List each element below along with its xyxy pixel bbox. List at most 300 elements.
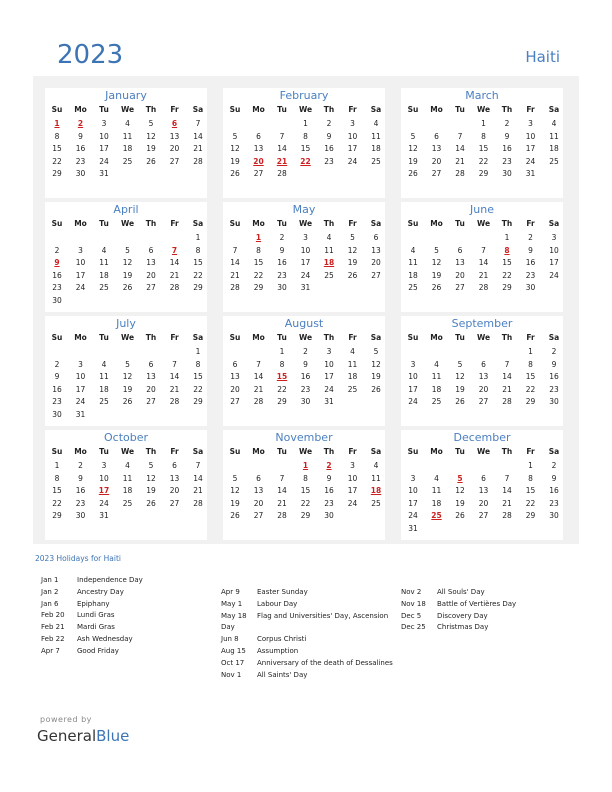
month-march <box>401 88 563 198</box>
day-cell: 7 <box>279 131 285 141</box>
day-cell: 4 <box>350 347 355 356</box>
day-cell: 12 <box>146 131 156 141</box>
day-cell: 5 <box>350 233 355 242</box>
day-cell: 28 <box>193 156 203 166</box>
holiday-date: Nov 2 <box>401 588 422 596</box>
day-cell: 17 <box>300 258 311 267</box>
day-cell: 14 <box>277 144 287 153</box>
day-cell: 8 <box>256 245 261 255</box>
weekday-header: Fr <box>170 105 179 114</box>
day-cell: 12 <box>230 144 240 153</box>
day-cell: 22 <box>525 384 536 394</box>
day-cell: 19 <box>455 498 465 508</box>
day-cell: 24 <box>75 397 86 406</box>
day-cell: 3 <box>101 461 107 470</box>
weekday-header: We <box>120 333 135 342</box>
day-cell: 2 <box>279 233 285 242</box>
weekday-header: We <box>120 105 135 114</box>
weekday-header: Mo <box>430 333 443 342</box>
weekday-header: Tu <box>277 105 287 114</box>
day-cell: 20 <box>169 144 180 153</box>
day-cell: 4 <box>434 359 439 369</box>
month-title: August <box>284 317 324 330</box>
day-cell: 4 <box>101 359 107 369</box>
holiday-row <box>221 658 401 668</box>
day-cell: 13 <box>478 372 489 381</box>
day-cell: 5 <box>148 119 154 128</box>
weekday-header: Su <box>51 447 63 456</box>
day-cell: 3 <box>410 359 416 369</box>
day-cell: 30 <box>502 169 512 178</box>
weekday-header: Th <box>323 333 335 342</box>
day-cell: 20 <box>146 384 156 394</box>
day-cell: 30 <box>324 511 334 520</box>
holiday-row <box>221 634 401 644</box>
day-cell: 24 <box>99 498 109 508</box>
day-cell: 22 <box>525 498 536 508</box>
day-cell: 18 <box>549 144 559 153</box>
month-july <box>45 316 207 426</box>
month-january <box>45 88 207 198</box>
day-cell: 1 <box>303 119 308 128</box>
day-cell: 29 <box>253 283 264 292</box>
day-cell: 6 <box>256 473 261 483</box>
day-cell: 27 <box>455 283 465 292</box>
day-cell: 28 <box>193 498 203 508</box>
day-cell: 2 <box>54 359 60 369</box>
holiday-day-cell: 20 <box>253 156 264 166</box>
day-cell: 27 <box>146 397 156 406</box>
holiday-row <box>221 599 401 609</box>
brand-general: General <box>37 727 97 745</box>
day-cell: 3 <box>326 347 332 356</box>
weekday-header: Su <box>229 105 241 114</box>
day-cell: 28 <box>478 283 489 292</box>
holiday-row <box>41 622 221 632</box>
day-cell: 14 <box>169 258 180 267</box>
day-cell: 10 <box>408 486 418 495</box>
day-cell: 28 <box>277 511 287 520</box>
day-cell: 16 <box>324 144 334 153</box>
day-cell: 9 <box>54 372 60 381</box>
weekday-header: Mo <box>74 105 87 114</box>
day-cell: 19 <box>371 372 381 381</box>
weekday-header: Su <box>51 219 63 228</box>
day-cell: 11 <box>122 473 133 483</box>
day-cell: 22 <box>502 270 512 280</box>
day-cell: 22 <box>52 156 62 166</box>
month-title: October <box>103 431 149 444</box>
day-cell: 31 <box>99 169 109 178</box>
day-cell: 10 <box>99 473 109 483</box>
day-cell: 16 <box>300 372 311 381</box>
day-cell: 29 <box>525 511 536 520</box>
day-cell: 14 <box>169 372 180 381</box>
day-cell: 24 <box>408 397 418 406</box>
day-cell: 13 <box>253 486 264 495</box>
holiday-date: Aug 15 <box>221 647 246 655</box>
day-cell: 2 <box>504 119 510 128</box>
day-cell: 18 <box>347 372 358 381</box>
weekday-header: Th <box>145 105 157 114</box>
day-cell: 3 <box>410 473 416 483</box>
day-cell: 15 <box>502 258 512 267</box>
day-cell: 12 <box>122 258 133 267</box>
day-cell: 29 <box>525 397 536 406</box>
day-cell: 11 <box>549 131 559 141</box>
day-cell: 22 <box>253 270 264 280</box>
weekday-header: We <box>298 219 313 228</box>
day-cell: 5 <box>232 473 238 483</box>
holiday-date: Dec 5 <box>401 611 422 620</box>
day-cell: 4 <box>373 461 379 470</box>
day-cell: 7 <box>256 359 261 369</box>
day-cell: 4 <box>410 245 416 255</box>
holiday-row <box>41 575 221 585</box>
day-cell: 5 <box>148 461 154 470</box>
day-cell: 15 <box>193 258 203 267</box>
holiday-name: Lundi Gras <box>77 611 115 620</box>
day-cell: 4 <box>101 245 107 255</box>
holiday-row <box>41 587 221 597</box>
day-cell: 24 <box>408 511 418 520</box>
month-august <box>223 316 385 426</box>
day-cell: 25 <box>549 156 559 166</box>
brand-logo <box>37 727 129 745</box>
day-cell: 24 <box>324 384 334 394</box>
weekday-header: Mo <box>252 105 265 114</box>
day-cell: 26 <box>371 384 381 394</box>
day-cell: 27 <box>478 397 489 406</box>
day-cell: 30 <box>277 283 287 292</box>
day-cell: 13 <box>455 258 465 267</box>
day-cell: 29 <box>52 511 62 520</box>
day-cell: 19 <box>347 258 358 267</box>
day-cell: 8 <box>54 473 60 483</box>
day-cell: 17 <box>324 372 334 381</box>
holiday-name: Easter Sunday <box>257 588 308 596</box>
weekday-header: Th <box>501 333 513 342</box>
day-cell: 14 <box>230 258 240 267</box>
holiday-date: Feb 20 <box>41 611 65 620</box>
day-cell: 9 <box>326 473 332 483</box>
day-cell: 3 <box>78 359 83 369</box>
day-cell: 12 <box>455 372 465 381</box>
day-cell: 23 <box>525 270 536 280</box>
day-cell: 26 <box>347 270 358 280</box>
day-cell: 20 <box>431 156 442 166</box>
day-cell: 4 <box>434 473 439 483</box>
day-cell: 19 <box>431 270 442 280</box>
day-cell: 23 <box>549 498 559 508</box>
holiday-name: All Souls' Day <box>437 588 485 596</box>
weekday-header: Sa <box>548 333 560 342</box>
weekday-header: Sa <box>370 447 382 456</box>
holiday-day-cell: 6 <box>171 119 178 128</box>
day-cell: 7 <box>481 245 486 255</box>
day-cell: 25 <box>347 384 358 394</box>
weekday-header: Sa <box>548 105 560 114</box>
day-cell: 11 <box>431 372 442 381</box>
holiday-day-cell: 1 <box>255 233 262 242</box>
holiday-name: Labour Day <box>257 599 298 608</box>
day-cell: 20 <box>478 498 489 508</box>
holiday-name: Epiphany <box>77 599 110 608</box>
day-cell: 14 <box>253 372 264 381</box>
weekday-header: We <box>476 447 491 456</box>
day-cell: 15 <box>478 144 489 153</box>
day-cell: 20 <box>253 498 264 508</box>
holiday-date: May 1 <box>221 599 243 608</box>
holiday-day-cell: 25 <box>431 511 442 520</box>
weekday-header: We <box>298 333 313 342</box>
day-cell: 13 <box>371 245 381 255</box>
day-cell: 18 <box>122 144 133 153</box>
day-cell: 3 <box>101 119 107 128</box>
day-cell: 9 <box>279 245 285 255</box>
weekday-header: We <box>476 333 491 342</box>
day-cell: 19 <box>230 156 240 166</box>
day-cell: 21 <box>502 384 512 394</box>
day-cell: 25 <box>408 283 418 292</box>
day-cell: 15 <box>525 372 536 381</box>
day-cell: 9 <box>326 131 332 141</box>
brand-blue: Blue <box>96 727 130 745</box>
day-cell: 23 <box>277 270 287 280</box>
weekday-header: Th <box>145 219 157 228</box>
day-cell: 30 <box>300 397 311 406</box>
day-cell: 18 <box>99 384 109 394</box>
day-cell: 23 <box>75 498 86 508</box>
day-cell: 12 <box>455 486 465 495</box>
day-cell: 23 <box>324 156 334 166</box>
day-cell: 11 <box>408 258 418 267</box>
weekday-header: Fr <box>526 333 535 342</box>
day-cell: 7 <box>232 245 238 255</box>
day-cell: 21 <box>478 270 489 280</box>
day-cell: 20 <box>169 486 180 495</box>
day-cell: 10 <box>549 245 559 255</box>
day-cell: 25 <box>431 397 442 406</box>
holiday-name: Ash Wednesday <box>77 635 133 643</box>
month-may <box>223 202 385 312</box>
day-cell: 5 <box>125 359 130 369</box>
day-cell: 16 <box>324 486 334 495</box>
day-cell: 6 <box>232 359 238 369</box>
day-cell: 13 <box>146 372 156 381</box>
day-cell: 11 <box>99 372 109 381</box>
day-cell: 31 <box>99 511 109 520</box>
weekday-header: Tu <box>99 105 109 114</box>
day-cell: 3 <box>78 245 83 255</box>
weekday-header: Sa <box>370 219 382 228</box>
holiday-date: Feb 21 <box>41 623 65 632</box>
day-cell: 23 <box>75 156 86 166</box>
day-cell: 6 <box>148 245 154 255</box>
day-cell: 12 <box>408 144 418 153</box>
day-cell: 24 <box>300 270 311 280</box>
day-cell: 9 <box>551 473 557 483</box>
month-title: June <box>470 203 494 216</box>
day-cell: 8 <box>279 359 285 369</box>
day-cell: 6 <box>434 131 439 141</box>
day-cell: 9 <box>303 359 308 369</box>
weekday-header: Fr <box>526 219 535 228</box>
weekday-header: Mo <box>74 219 87 228</box>
day-cell: 8 <box>528 473 533 483</box>
day-cell: 26 <box>408 169 418 178</box>
weekday-header: Tu <box>277 333 287 342</box>
weekday-header: Su <box>229 219 241 228</box>
day-cell: 26 <box>146 498 156 508</box>
day-cell: 11 <box>99 258 109 267</box>
day-cell: 16 <box>277 258 287 267</box>
day-cell: 27 <box>253 169 264 178</box>
day-cell: 30 <box>75 169 86 178</box>
day-cell: 17 <box>347 486 358 495</box>
day-cell: 5 <box>410 131 416 141</box>
day-cell: 19 <box>455 384 465 394</box>
day-cell: 25 <box>371 156 381 166</box>
day-cell: 29 <box>300 511 311 520</box>
day-cell: 29 <box>193 397 203 406</box>
day-cell: 7 <box>279 473 285 483</box>
day-cell: 6 <box>481 359 486 369</box>
weekday-header: Tu <box>99 219 109 228</box>
day-cell: 21 <box>455 156 465 166</box>
day-cell: 10 <box>347 473 358 483</box>
day-cell: 30 <box>549 511 559 520</box>
day-cell: 5 <box>373 347 379 356</box>
weekday-header: Th <box>323 105 335 114</box>
day-cell: 18 <box>431 384 442 394</box>
weekday-header: Tu <box>277 219 287 228</box>
day-cell: 5 <box>457 359 463 369</box>
day-cell: 22 <box>193 384 203 394</box>
weekday-header: Mo <box>74 333 87 342</box>
day-cell: 26 <box>230 169 240 178</box>
holiday-row <box>221 587 401 597</box>
holiday-day-cell: 1 <box>54 119 60 128</box>
weekday-header: Th <box>323 447 335 456</box>
holiday-day-cell: 7 <box>171 245 178 255</box>
day-cell: 3 <box>551 233 557 242</box>
weekday-header: Fr <box>348 219 357 228</box>
month-title: September <box>451 317 513 330</box>
day-cell: 10 <box>347 131 358 141</box>
day-cell: 24 <box>347 156 358 166</box>
day-cell: 28 <box>169 397 180 406</box>
day-cell: 17 <box>525 144 536 153</box>
day-cell: 1 <box>195 233 201 242</box>
day-cell: 21 <box>193 486 203 495</box>
weekday-header: Su <box>407 447 419 456</box>
day-cell: 8 <box>195 359 201 369</box>
day-cell: 7 <box>195 119 201 128</box>
day-cell: 24 <box>75 283 86 292</box>
day-cell: 27 <box>169 498 180 508</box>
day-cell: 2 <box>78 461 83 470</box>
holiday-name: Assumption <box>257 647 299 655</box>
weekday-header: Mo <box>252 333 265 342</box>
day-cell: 6 <box>148 359 154 369</box>
day-cell: 17 <box>75 384 86 394</box>
day-cell: 31 <box>300 283 311 292</box>
day-cell: 16 <box>549 486 559 495</box>
weekday-header: Fr <box>526 105 535 114</box>
holiday-date: Nov 18 <box>401 599 426 608</box>
day-cell: 18 <box>408 270 418 280</box>
day-cell: 16 <box>52 384 62 394</box>
day-cell: 23 <box>300 384 311 394</box>
day-cell: 6 <box>373 233 379 242</box>
day-cell: 11 <box>371 473 381 483</box>
day-cell: 14 <box>502 486 512 495</box>
holiday-date: Jun 8 <box>221 635 239 644</box>
day-cell: 19 <box>230 498 240 508</box>
weekday-header: Tu <box>277 447 287 456</box>
day-cell: 14 <box>193 131 203 141</box>
day-cell: 8 <box>195 245 201 255</box>
day-cell: 18 <box>431 498 442 508</box>
day-cell: 23 <box>52 397 62 406</box>
holiday-day-cell: 22 <box>300 156 311 166</box>
day-cell: 1 <box>54 461 60 470</box>
holiday-date: Jan 1 <box>41 576 59 584</box>
weekday-header: Fr <box>526 447 535 456</box>
holiday-name: Battle of Vertières Day <box>437 599 517 608</box>
day-cell: 15 <box>525 486 536 495</box>
holiday-day-cell: 18 <box>370 486 382 495</box>
weekday-header: Sa <box>548 447 560 456</box>
weekday-header: Su <box>51 333 63 342</box>
day-cell: 1 <box>504 233 510 242</box>
day-cell: 10 <box>75 258 86 267</box>
day-cell: 6 <box>481 473 486 483</box>
day-cell: 26 <box>122 283 133 292</box>
day-cell: 16 <box>75 486 86 495</box>
day-cell: 2 <box>54 245 60 255</box>
day-cell: 17 <box>75 270 86 280</box>
day-cell: 26 <box>431 283 442 292</box>
day-cell: 7 <box>172 359 177 369</box>
day-cell: 3 <box>303 233 308 242</box>
day-cell: 18 <box>122 486 133 495</box>
day-cell: 4 <box>551 119 557 128</box>
weekday-header: Tu <box>455 219 465 228</box>
holiday-day-cell: 5 <box>457 473 463 483</box>
weekday-header: We <box>476 219 491 228</box>
day-cell: 11 <box>122 131 133 141</box>
holiday-day-cell: 9 <box>54 258 60 267</box>
day-cell: 29 <box>52 169 62 178</box>
day-cell: 1 <box>528 347 533 356</box>
day-cell: 25 <box>324 270 334 280</box>
weekday-header: Fr <box>170 447 179 456</box>
day-cell: 2 <box>551 347 557 356</box>
day-cell: 13 <box>146 258 156 267</box>
day-cell: 16 <box>75 144 86 153</box>
day-cell: 5 <box>125 245 130 255</box>
day-cell: 30 <box>52 295 62 305</box>
day-cell: 31 <box>408 523 418 533</box>
day-cell: 14 <box>193 473 203 483</box>
holiday-row <box>221 646 401 656</box>
day-cell: 24 <box>347 498 358 508</box>
holiday-name-continued: Day <box>221 623 235 632</box>
day-cell: 20 <box>478 384 489 394</box>
weekday-header: Tu <box>455 333 465 342</box>
